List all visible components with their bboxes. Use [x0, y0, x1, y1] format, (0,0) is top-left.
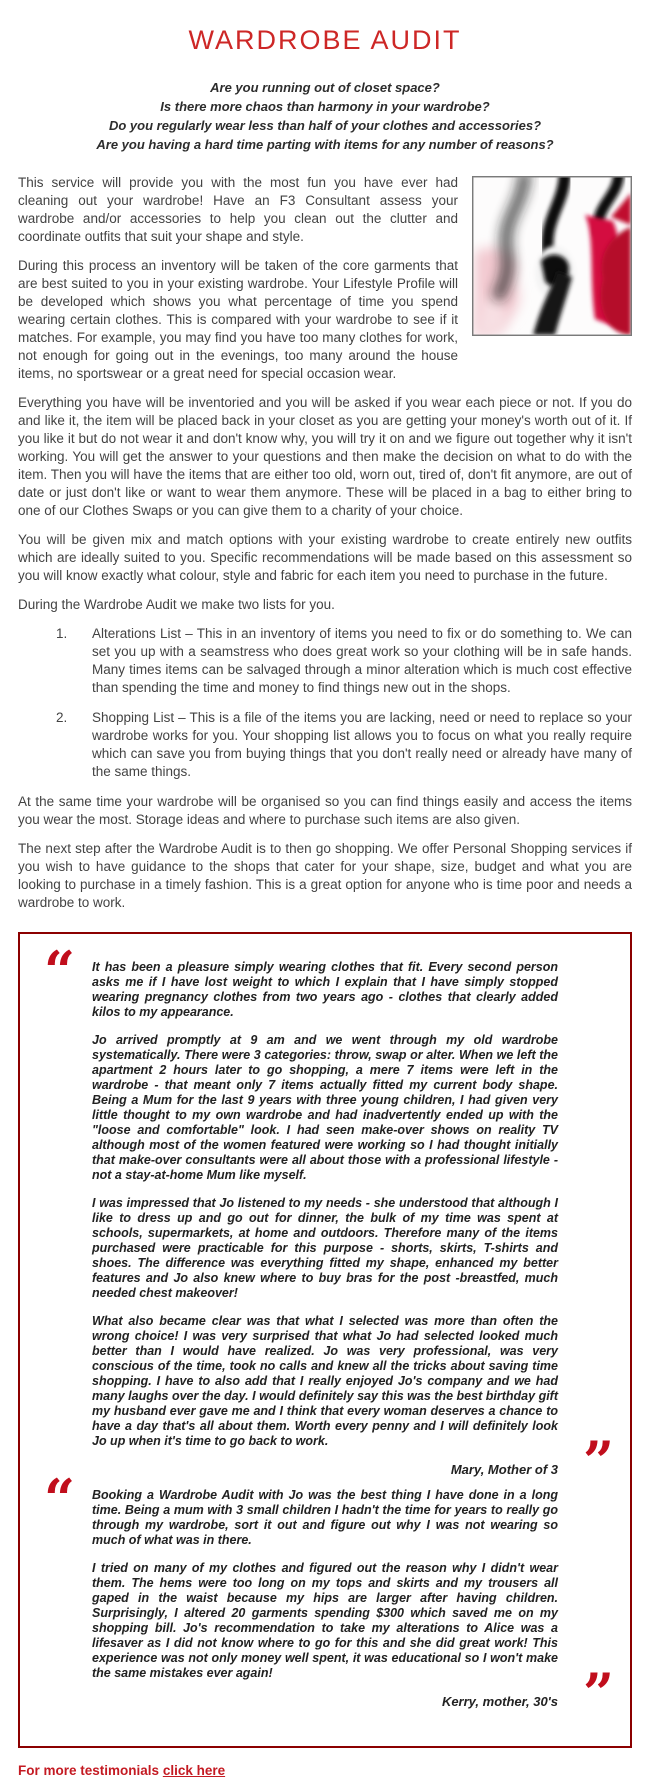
- testimonial-paragraph: What also became clear was that what I selected was more than often the wrong choice! I was very surprised that what Jo had selected looked much better than I would have realized. Jo was very professional, was very conscious of the time, took no calls and knew all the tricks about saving time shopping. I have to also add that I really enjoyed Jo's company and we had many laughs over the day. I would definitely say this was the best birthday gift my husband ever gave me and I think that every woman deserves a chance to have a day that's all about them. Worth every penny and I will definitely look Jo up when it's time to go back to work.: [92, 1314, 558, 1448]
- list-item-shopping: [18, 709, 632, 781]
- list-number: 2.: [56, 710, 68, 725]
- clothes-hangers-photo: [472, 176, 632, 336]
- more-testimonials-footer: [18, 1762, 632, 1780]
- paragraph-mix-and-match: You will be given mix and match options with your existing wardrobe to create entirely new outfits which are ideally suited to you. Specific recommendations will be made based on this assessment so you will know exactly what colour, style and fabric for each item you need to purchase in the future.: [18, 532, 632, 583]
- paragraph-two-lists-intro: During the Wardrobe Audit we make two lists for you.: [18, 597, 335, 612]
- testimonial-paragraph: I was impressed that Jo listened to my needs - she understood that although I like to dress up and go out for dinner, the bulk of my time was spent at schools, supermarkets, at home and outdoors. Therefore many of the items purchased were practicable for this purpose - shorts, skirts, T-shirts and shoes. The difference was everything fitted my shape, enhanced my better features and Jo also knew where to buy bras for the post -breastfed, much needed chest makeover!: [92, 1196, 558, 1300]
- intro-question: Are you running out of closet space?: [210, 80, 440, 95]
- intro-question: Do you regularly wear less than half of your clothes and accessories?: [108, 118, 542, 133]
- list-item-text: Alterations List – This in an inventory of items you need to fix or do something to. We can set you up with a seamstress who does great work so your clothing will be in safe hands. Many times items can be salvaged through a minor alteration which is much cost effective than spending the time and money to find things new out in the shops.: [92, 626, 632, 695]
- list-item-text: Shopping List – This is a file of the items you are lacking, need or need to replace so your wardrobe works for you. Your shopping list allows you to focus on what you really require which can save you from buying things that you don't really need or already have many of the same things.: [92, 710, 632, 779]
- paragraph-inventory-process: During this process an inventory will be taken of the core garments that are best suited to you in your existing wardrobe. Your Lifestyle Profile will be developed which shows you what percentage of time you spend wearing certain clothes. This is compared with your wardrobe to see if it matches. For example, you may find you have too many clothes for work, not enough for going out in the evenings, too many around the house items, no sportswear or a great need for special occasion wear.: [18, 258, 458, 381]
- body-copy: [18, 174, 632, 912]
- intro-question: Are you having a hard time parting with items for any number of reasons?: [96, 137, 554, 152]
- testimonial-attribution: Kerry, mother, 30's ”: [92, 1694, 558, 1710]
- testimonial-paragraph: Booking a Wardrobe Audit with Jo was the best thing I have done in a long time. Being a mum with 3 small children I hadn't the time for years to really go through my wardrobe, sort it out and figure out why I was not wearing so much of what was in there.: [92, 1488, 558, 1547]
- paragraph-next-step-shopping: The next step after the Wardrobe Audit is to then go shopping. We offer Personal Shopping services if you wish to have guidance to the shops that cater for your shape, size, budget and what you are looking to purchase in a timely fashion. This is a great option for anyone who is time poor and needs a wardrobe to work.: [18, 841, 632, 910]
- close-quote-icon: [583, 1678, 614, 1708]
- paragraph-organised-wardrobe: At the same time your wardrobe will be organised so you can find things easily and access the items you wear the most. Storage ideas and where to purchase such items are also given.: [18, 794, 632, 827]
- list-number: 1.: [56, 626, 68, 641]
- paragraph-service-intro: This service will provide you with the most fun you have ever had cleaning out your wardrobe! Have an F3 Consultant assess your wardrobe and/or accessories to help you clean out the clutter and coordinate outfits that suit your shape and style.: [18, 175, 458, 244]
- list-item-alterations: [18, 625, 632, 697]
- testimonial-paragraph: It has been a pleasure simply wearing clothes that fit. Every second person asks me if I have lost weight to which I explain that I have simply stopped wearing pregnancy clothes from two years ago - clothes that clearly added kilos to my appearance.: [92, 960, 558, 1019]
- open-quote-icon: [44, 956, 75, 986]
- footer-text: For more testimonials: [18, 1763, 160, 1778]
- page-title: WARDROBE AUDIT: [188, 25, 462, 55]
- close-quote-icon: [583, 1446, 614, 1476]
- intro-question: Is there more chaos than harmony in your wardrobe?: [160, 99, 490, 114]
- testimonial-attribution: Mary, Mother of 3 ”: [92, 1462, 558, 1478]
- paragraph-wear-assessment: Everything you have will be inventoried and you will be asked if you wear each piece or not. If you do and like it, the item will be placed back in your closet as you are getting your money's worth out of it. If you like it but do not wear it and don't know why, you will try it on and we figure out together why it isn't working. You will get the answer to your questions and then make the decision on what to do with the item. Then you will have the items that are either too old, worn out, tired of, don't fit anymore, are out of date or just don't like or want to wear them anymore. These will be placed in a bag to either bring to one of our Clothes Swaps or you can give them to a charity of your choice.: [18, 395, 632, 518]
- testimonial-mary: [92, 960, 558, 1478]
- testimonials-box: [18, 932, 632, 1748]
- open-quote-icon: [44, 1484, 75, 1514]
- testimonial-kerry: [92, 1488, 558, 1710]
- intro-questions: [18, 78, 632, 154]
- click-here-link[interactable]: click here: [162, 1763, 226, 1778]
- testimonial-paragraph: Jo arrived promptly at 9 am and we went through my old wardrobe systematically. There were 3 categories: throw, swap or alter. When we left the apartment 2 hours later to go shopping, a mere 7 items were left in the wardrobe - that meant only 7 items actually fitted my current body shape. Being a Mum for the last 9 years with three young children, I had given very little thought to my own wardrobe and had inadvertently ended up with the "loose and comfortable" look. I had seen make-over shows on reality TV although most of the women featured were working so I had thought initially that make-over consultants were all about those with a professional lifestyle - not a stay-at-home Mum like myself.: [92, 1033, 558, 1182]
- testimonial-paragraph: I tried on many of my clothes and figured out the reason why I didn't wear them. The hems were too long on my tops and skirts and my trousers all gaped in the waist because my hips are larger after having children. Surprisingly, I altered 20 garments spending $300 which saved me on my shopping bill. Jo's recommendation to take my alterations to Alice was a lifesaver as I did not know where to go for this and she did great work! This experience was not only money well spent, it was educational so I won't make the same mistakes ever again!: [92, 1561, 558, 1680]
